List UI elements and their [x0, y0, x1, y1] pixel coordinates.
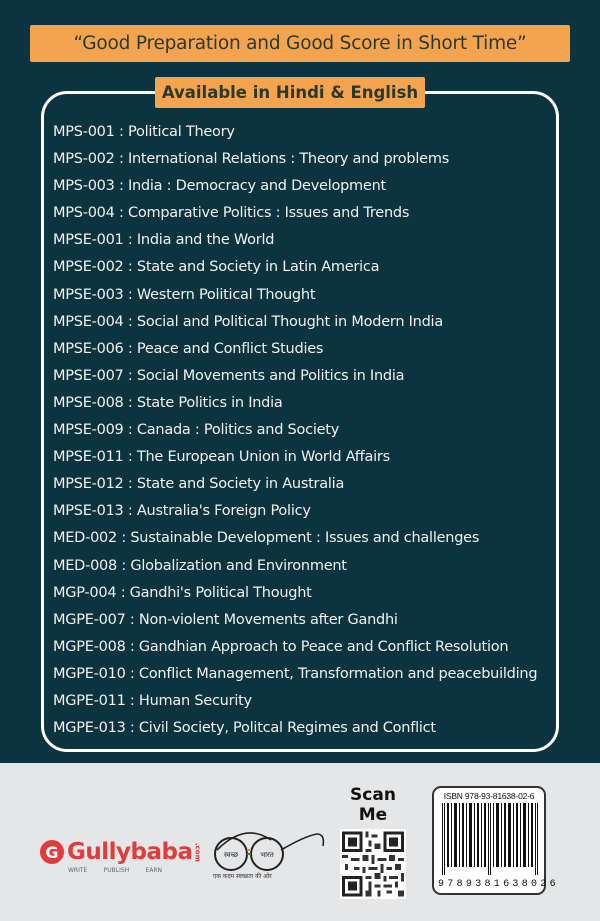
footer [0, 763, 600, 921]
svg-text:भारत: भारत [260, 851, 274, 859]
course-item: MPS-003 : India : Democracy and Development [53, 178, 386, 195]
course-item: MPSE-002 : State and Society in Latin America [53, 259, 380, 276]
publisher-name: Gullybaba [67, 839, 193, 865]
spectacles-icon [205, 828, 325, 872]
isbn-number: 9789381638026 [438, 879, 559, 890]
barcode-icon [440, 803, 540, 875]
tag-write: WRITE [68, 867, 88, 874]
course-item: MPSE-006 : Peace and Conflict Studies [53, 340, 324, 357]
swachh-tagline: एक कदम स्वच्छता की ओर [213, 873, 272, 880]
qr-code[interactable] [340, 829, 406, 899]
course-item: MPSE-012 : State and Society in Australia [53, 476, 345, 493]
scan-me-label: Scan Me [350, 785, 396, 825]
qr-section [338, 785, 408, 899]
gullybaba-g-icon: G [40, 840, 64, 864]
publisher-domain: .com [193, 842, 202, 862]
course-item: MED-008 : Globalization and Environment [53, 557, 347, 574]
course-item: MPSE-008 : State Politics in India [53, 394, 283, 411]
course-item: MPSE-007 : Social Movements and Politics in India [53, 367, 405, 384]
course-item: MPSE-001 : India and the World [53, 232, 275, 249]
course-item: MGPE-011 : Human Security [53, 692, 252, 709]
course-item: MGPE-013 : Civil Society, Politcal Regimes and Conflict [53, 720, 436, 737]
course-item: MPSE-009 : Canada : Politics and Society [53, 422, 340, 439]
course-item: MED-002 : Sustainable Development : Issues and challenges [53, 530, 480, 547]
swachh-bharat-logo [205, 828, 325, 888]
course-list [53, 120, 563, 743]
course-item: MGPE-010 : Conflict Management, Transformation and peacebuilding [53, 665, 538, 682]
course-item: MGPE-008 : Gandhian Approach to Peace and Conflict Resolution [53, 638, 509, 655]
svg-text:स्वच्छ: स्वच्छ [223, 851, 239, 859]
course-item: MPS-004 : Comparative Politics : Issues and Trends [53, 205, 410, 222]
publisher-tags [68, 867, 162, 874]
course-item: MPSE-003 : Western Political Thought [53, 286, 316, 303]
tagline-banner: “Good Preparation and Good Score in Short Time” [30, 25, 570, 62]
course-item: MPS-001 : Political Theory [53, 124, 235, 140]
course-item: MGP-004 : Gandhi's Political Thought [53, 584, 312, 601]
isbn-barcode [432, 786, 559, 895]
course-item: MPSE-013 : Australia's Foreign Policy [53, 503, 311, 520]
isbn-label: ISBN 978-93-81638-02-6 [443, 791, 535, 801]
publisher-logo [40, 839, 201, 874]
course-item: MGPE-007 : Non-violent Movements after Gandhi [53, 611, 398, 628]
course-item: MPSE-011 : The European Union in World Affairs [53, 449, 390, 466]
tag-earn: EARN [145, 867, 162, 874]
tag-publish: PUBLISH [103, 867, 130, 874]
availability-label: Available in Hindi & English [155, 77, 425, 108]
course-item: MPS-002 : International Relations : Theory and problems [53, 151, 449, 168]
course-item: MPSE-004 : Social and Political Thought in Modern India [53, 313, 443, 330]
